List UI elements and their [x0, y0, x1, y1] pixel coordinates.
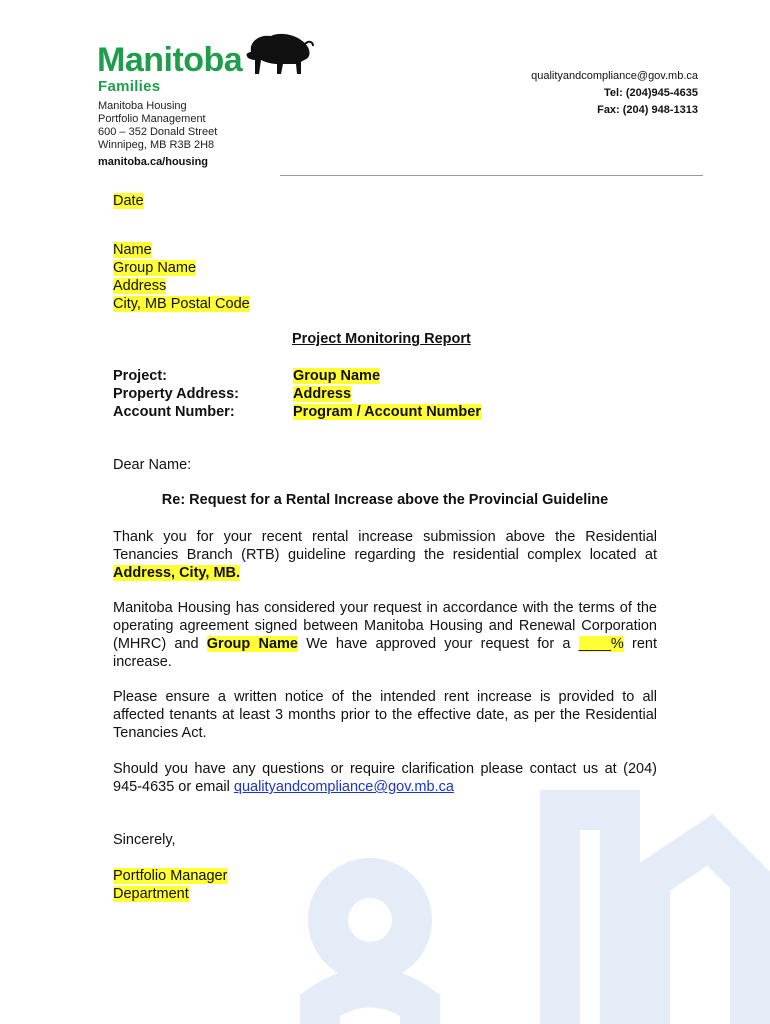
- manitoba-logo-wordmark: Manitoba: [97, 41, 243, 79]
- p2-text-b: We have approved your request for a: [306, 636, 571, 652]
- recipient-address: Address: [113, 278, 167, 294]
- signer-department: Department: [113, 886, 189, 902]
- paragraph-3: Please ensure a written notice of the intended rent increase is provided to all affected tenants at least 3 months prior to the effective date, as per the Residential Tenancies Act.: [113, 689, 657, 741]
- property-address-label: Property Address:: [113, 386, 239, 402]
- salutation: Dear Name:: [113, 457, 192, 473]
- date-placeholder: Date: [113, 193, 144, 209]
- bison-logo-icon: [243, 30, 315, 76]
- address-line: Manitoba Housing: [98, 100, 187, 112]
- p4-text: Should you have any questions or require clarification please contact us at (204) 945-4635 or email: [113, 761, 657, 795]
- project-labels: [113, 367, 239, 421]
- contact-email-link[interactable]: qualityandcompliance@gov.mb.ca: [233, 779, 454, 795]
- address-line: Winnipeg, MB R3B 2H8: [98, 139, 215, 151]
- project-values: [293, 367, 481, 421]
- signer-title: Portfolio Manager: [113, 868, 228, 884]
- contact-tel: Tel: (204)945-4635: [604, 87, 698, 99]
- address-line: Portfolio Management: [98, 113, 206, 125]
- recipient-group: Group Name: [113, 260, 197, 276]
- department-name: Families: [98, 78, 161, 95]
- website-link[interactable]: manitoba.ca/housing: [98, 156, 209, 168]
- contact-block: [531, 68, 698, 119]
- recipient-block: [113, 241, 657, 313]
- date-field: [113, 192, 657, 210]
- p2-percent-blank: ____%: [578, 636, 624, 652]
- report-title: Project Monitoring Report: [292, 331, 471, 347]
- account-number-value: Program / Account Number: [293, 404, 481, 420]
- paragraph-4: [113, 760, 657, 796]
- p2-text-a: Manitoba Housing has considered your request in accordance with the terms of the operating agreement signed between Manitoba Housing and Renewal Corporation (MHRC) and: [113, 600, 657, 652]
- contact-fax: Fax: (204) 948-1313: [597, 104, 698, 116]
- p1-address: Address, City, MB.: [113, 565, 241, 581]
- contact-email[interactable]: qualityandcompliance@gov.mb.ca: [531, 70, 698, 82]
- project-label: Project:: [113, 368, 167, 384]
- recipient-name: Name: [113, 242, 152, 258]
- sender-address: [98, 100, 217, 152]
- address-line: 600 – 352 Donald Street: [98, 126, 218, 138]
- paragraph-2: [113, 599, 657, 671]
- subject-line: Re: Request for a Rental Increase above the Provincial Guideline: [161, 492, 609, 508]
- project-value: Group Name: [293, 368, 381, 384]
- p1-text: Thank you for your recent rental increase submission above the Residential Tenancies Branch (RTB) guideline regarding the residential complex located at: [113, 529, 657, 563]
- signature-block: [113, 867, 657, 903]
- account-number-label: Account Number:: [113, 404, 235, 420]
- header-divider: [280, 175, 703, 176]
- recipient-city: City, MB Postal Code: [113, 296, 250, 312]
- closing: Sincerely,: [113, 832, 176, 848]
- paragraph-1: [113, 528, 657, 582]
- p2-text-c: rent increase.: [113, 636, 658, 670]
- p2-group-name: Group Name: [206, 636, 298, 652]
- property-address-value: Address: [293, 386, 352, 402]
